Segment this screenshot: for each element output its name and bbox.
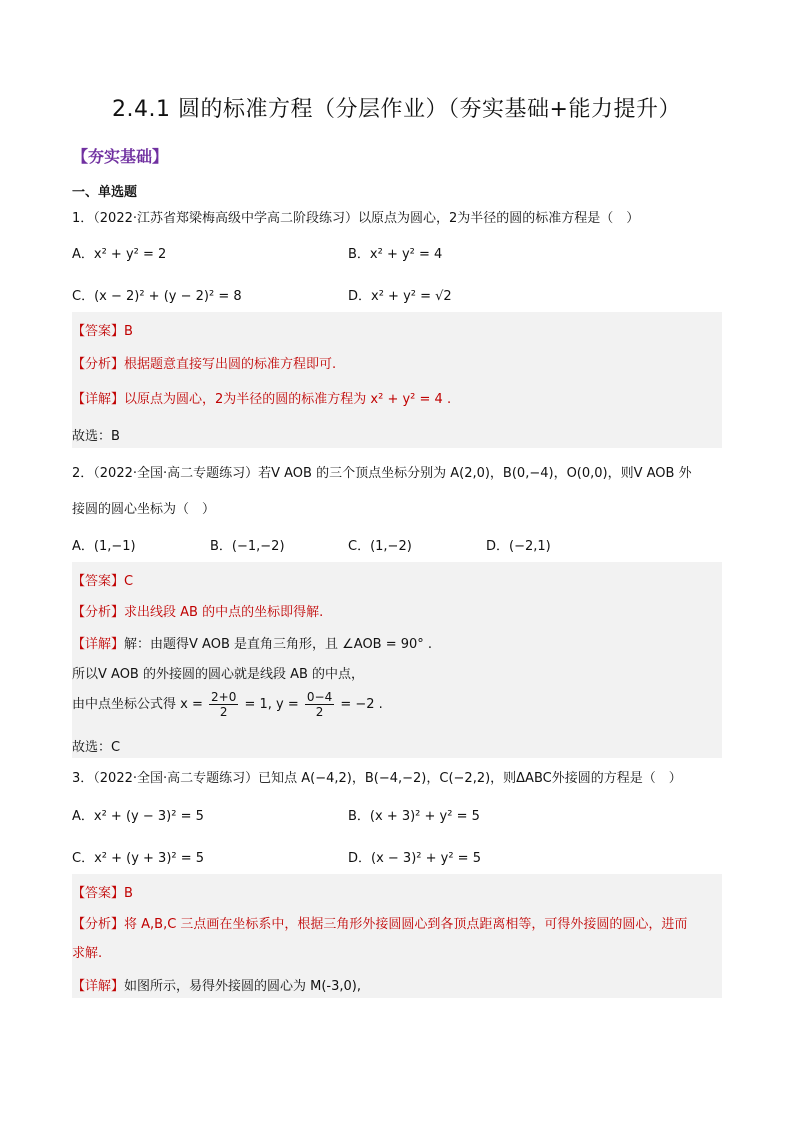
q2-option-a: A．(1,−1) bbox=[72, 539, 136, 554]
detail-tag: 【详解】 bbox=[72, 392, 125, 407]
q3-analysis bbox=[72, 913, 687, 932]
q1-stem: 1．（2022·江苏省郑梁梅高级中学高二阶段练习）以原点为圆心，2为半径的圆的标准方程是（ ） bbox=[72, 211, 640, 226]
q3-stem: 3．（2022·全国·高二专题练习）已知点 A(−4,2)，B(−4,−2)，C(−2,2)，则ΔABC外接圆的方程是（ ） bbox=[72, 771, 682, 786]
analysis-tag: 【分析】 bbox=[72, 605, 125, 620]
fraction-numerator: 2+0 bbox=[211, 690, 237, 704]
q2-detail-line3 bbox=[72, 690, 383, 719]
answer-value: B bbox=[124, 324, 133, 339]
fraction-numerator: 0−4 bbox=[306, 690, 333, 704]
q2-detail bbox=[72, 633, 432, 652]
q1-choice: 故选：B bbox=[72, 429, 120, 444]
page-title: 2.4.1 圆的标准方程（分层作业）（夯实基础+能力提升） bbox=[112, 97, 681, 122]
q2-analysis bbox=[72, 601, 323, 620]
q1-answer bbox=[72, 320, 133, 339]
q2-stem-line2: 接圆的圆心坐标为（ ） bbox=[72, 502, 216, 517]
answer-tag: 【答案】 bbox=[72, 574, 125, 589]
detail-text: 如图所示，易得外接圆的圆心为 M(-3,0), bbox=[124, 979, 362, 994]
detail-text: 解：由题得V AOB 是直角三角形，且 ∠AOB = 90° . bbox=[124, 637, 433, 652]
detail-tag: 【详解】 bbox=[72, 979, 125, 994]
q2-choice: 故选：C bbox=[72, 740, 121, 755]
section-label: 【夯实基础】 bbox=[72, 147, 169, 166]
analysis-text: 根据题意直接写出圆的标准方程即可. bbox=[124, 357, 337, 372]
q3-analysis-line2: 求解. bbox=[72, 946, 103, 961]
q2-answer-box bbox=[72, 562, 722, 758]
q2-option-d: D．(−2,1) bbox=[486, 539, 551, 554]
q3-option-b: B．(x + 3)² + y² = 5 bbox=[348, 809, 480, 824]
formula-suffix: = −2 . bbox=[340, 697, 383, 712]
fraction-x bbox=[209, 690, 238, 719]
detail-tag: 【详解】 bbox=[72, 637, 125, 652]
answer-tag: 【答案】 bbox=[72, 886, 125, 901]
q1-option-d: D．x² + y² = √2 bbox=[348, 289, 452, 304]
formula-prefix: 由中点坐标公式得 x = bbox=[72, 697, 203, 712]
fraction-denominator: 2 bbox=[315, 705, 324, 719]
q3-answer-box bbox=[72, 874, 722, 998]
q2-option-b: B．(−1,−2) bbox=[210, 539, 285, 554]
fraction-denominator: 2 bbox=[219, 705, 228, 719]
q1-answer-box bbox=[72, 312, 722, 448]
analysis-text: 将 A,B,C 三点画在坐标系中，根据三角形外接圆圆心到各顶点距离相等，可得外接圆的圆心，进而 bbox=[124, 917, 688, 932]
q3-detail bbox=[72, 975, 361, 994]
q3-option-a: A．x² + (y − 3)² = 5 bbox=[72, 809, 204, 824]
q2-answer bbox=[72, 570, 133, 589]
analysis-text: 求出线段 AB 的中点的坐标即得解. bbox=[124, 605, 324, 620]
answer-value: C bbox=[124, 574, 134, 589]
q3-answer bbox=[72, 882, 133, 901]
fraction-y bbox=[305, 690, 334, 719]
q2-detail-line2: 所以V AOB 的外接圆的圆心就是线段 AB 的中点， bbox=[72, 667, 365, 682]
answer-tag: 【答案】 bbox=[72, 324, 125, 339]
analysis-tag: 【分析】 bbox=[72, 917, 125, 932]
q3-option-d: D．(x − 3)² + y² = 5 bbox=[348, 851, 481, 866]
q3-option-c: C．x² + (y + 3)² = 5 bbox=[72, 851, 205, 866]
q2-option-c: C．(1,−2) bbox=[348, 539, 412, 554]
q1-analysis bbox=[72, 353, 336, 372]
detail-text: 以原点为圆心，2为半径的圆的标准方程为 x² + y² = 4 . bbox=[124, 392, 452, 407]
q2-stem-line1: 2．（2022·全国·高二专题练习）若V AOB 的三个顶点坐标分别为 A(2,0)，B(0,−4)，O(0,0)，则V AOB 外 bbox=[72, 466, 692, 481]
q1-option-a: A．x² + y² = 2 bbox=[72, 247, 167, 262]
q1-detail bbox=[72, 388, 451, 407]
q1-option-c: C．(x − 2)² + (y − 2)² = 8 bbox=[72, 289, 242, 304]
answer-value: B bbox=[124, 886, 133, 901]
section-heading: 一、单选题 bbox=[72, 185, 138, 200]
q1-option-b: B．x² + y² = 4 bbox=[348, 247, 443, 262]
formula-middle: = 1, y = bbox=[244, 697, 299, 712]
analysis-tag: 【分析】 bbox=[72, 357, 125, 372]
